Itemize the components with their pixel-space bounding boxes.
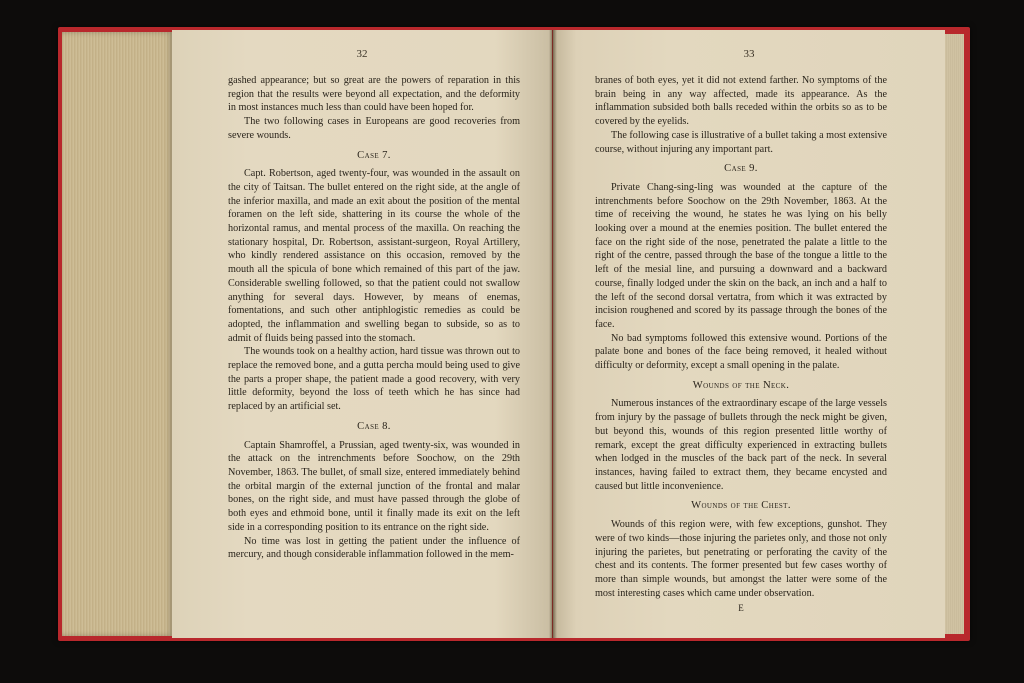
page-number-left: 32 [356,48,368,60]
page-number-right: 33 [743,48,755,60]
paragraph: Captain Shamroffel, a Prussian, aged twenty-six, was wounded in the attack on the intrenchments before Soochow, on the 29th November, 1863. The bullet, of small size, entered immediately behind the orbital margin of the external junction of the frontal and malar bones, on the right side, and must have passed through the globe of both eyes and ethmoid bone, until it finally made its exit on the left side in a corresponding position to its entrance on the right side. [228,439,520,533]
page-edges-left [62,32,174,636]
paragraph: No bad symptoms followed this extensive wound. Portions of the palate bone and bones of the face being removed, it healed without difficulty or deformity, except a small opening in the palate. [595,332,887,372]
wounds-of-neck-heading: Wounds of the Neck. [692,379,790,391]
paragraph: Numerous instances of the extraordinary escape of the large vessels from injury by the passage of bullets through the neck might be given, but beyond this, wounds of this region presented little worthy of remark, except the great difficulty experienced in extracting bullets when lodged in the muscles of the back part of the neck. In several instances, having failed to extract them, they became encysted and caused but little inconvenience. [595,398,887,492]
case-8-heading: Case 8. [357,420,391,432]
left-page [172,30,552,638]
paragraph: The two following cases in Europeans are good recoveries from severe wounds. [228,116,520,141]
case-9-heading: Case 9. [724,163,758,175]
paragraph: The wounds took on a healthy action, hard tissue was thrown out to replace the removed bone, and a gutta percha mould being used to give the parts a proper shape, the patient made a good recovery, with very little deformity, beyond the loss of teeth which he has since had replaced by an artificial set. [228,346,520,413]
paragraph: The following case is illustrative of a bullet taking a most extensive course, without injuring any important part. [595,129,887,155]
paragraph: Private Chang-sing-ling was wounded at the capture of the intrenchments before Soochow on the 29th November, 1863. At the time of receiving the wound, he states he was lying on his belly looking over a mound at the enemies position. The bullet entered the face on the right side of the nose, penetrated the palate a little to the right of the centre, passed through the base of the tongue a little to the left of the mesial line, and pursuing a downward and a backward course, finally lodged under the skin on the back, an inch and a half to the left of the second dorsal vertatra, from which it was extracted by incision roughened and scored by its passage through the bones of the face. [595,181,887,330]
right-page-text [595,74,887,616]
book-gutter [549,30,557,638]
paragraph: No time was lost in getting the patient under the influence of mercury, and though considerable inflammation followed in the mem- [228,535,520,561]
paragraph: branes of both eyes, yet it did not extend farther. No symptoms of the brain being in any way affected, made its appearance. As the inflammation subsided both balls receded within the orbits so as to be covered by the eyelids. [595,75,887,128]
page-edges-right [942,34,964,634]
left-page-text [228,74,520,562]
signature-mark: E [738,603,744,614]
paragraph: Wounds of this region were, with few exceptions, gunshot. They were of two kinds—those injuring the parietes only, and those not only injuring the parietes, but penetrating or perforating the cavity of the chest and its contents. The former presented but few cases worthy of more than simple wounds, but amongst the latter were some of the most interesting cases which came under observation. [595,519,887,599]
case-7-heading: Case 7. [357,149,391,161]
paragraph: gashed appearance; but so great are the powers of reparation in this region that the results were beyond all expectation, and the deformity in most instances much less than could have been hoped for. [228,75,520,114]
right-page [553,30,945,638]
wounds-of-chest-heading: Wounds of the Chest. [691,500,791,512]
paragraph: Capt. Robertson, aged twenty-four, was wounded in the assault on the city of Taitsan. The bullet entered on the right side, at the angle of the inferior maxilla, and made an exit about the position of the mental foramen on the left side, shattering in its course the whole of the horizontal ramus, and mental process of the maxilla. On reaching the stationary hospital, Dr. Robertson, assistant-surgeon, Royal Artillery, who kindly rendered assistance on this occasion, removed by the mouth all the spicula of bone which remained of this part of the jaw. Considerable swelling followed, so that the patient could not swallow anything for several days. However, by means of enemas, fomentations, and such other antiphlogistic remedies as could be adopted, the inflammation and swelling began to subside, so as to admit of fluids being passed into the stomach. [228,168,520,344]
